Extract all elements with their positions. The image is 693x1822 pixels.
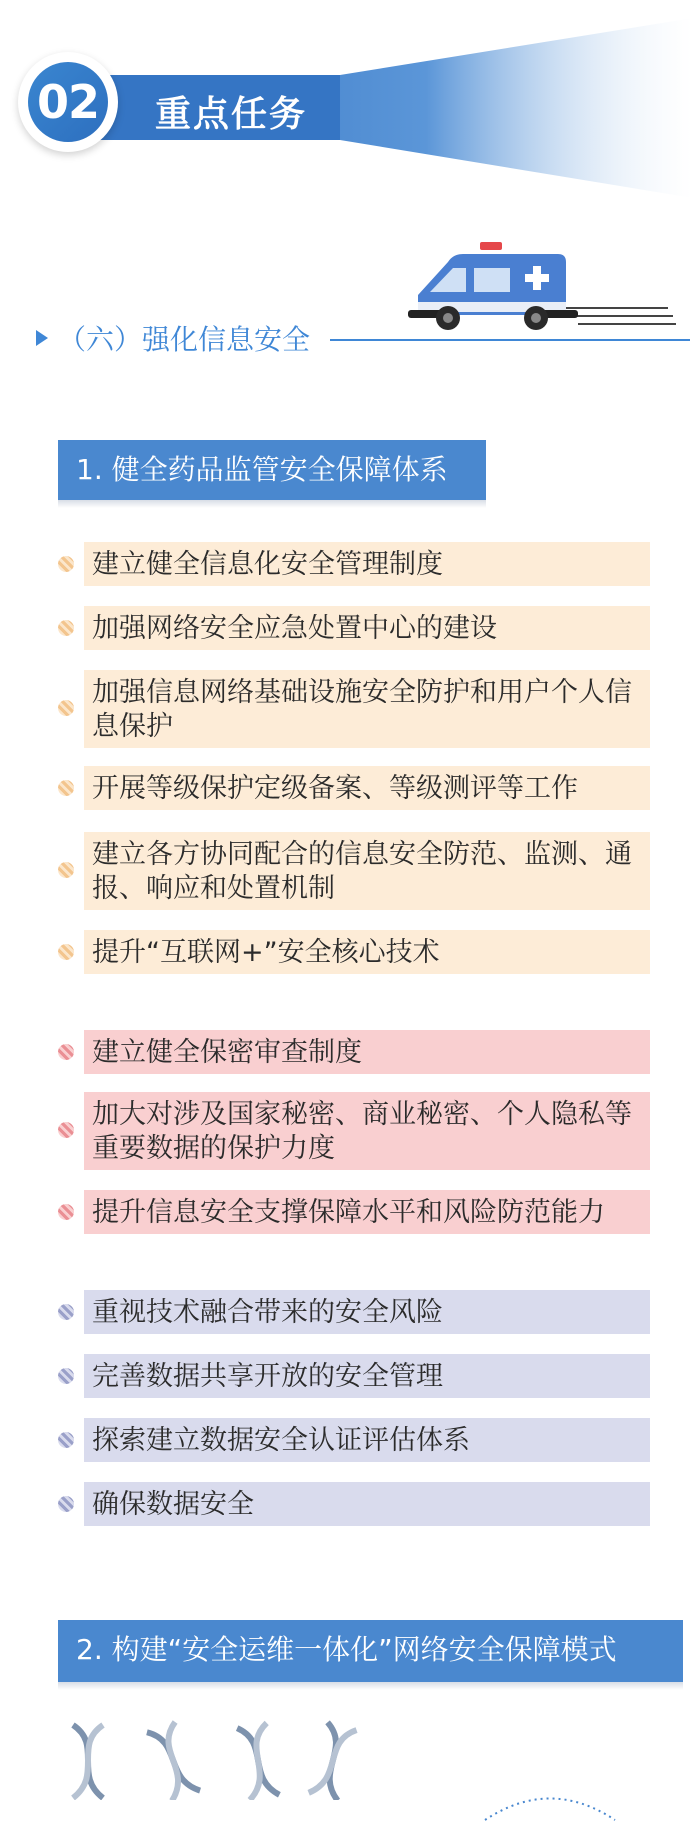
subsection-title: （六）强化信息安全: [58, 323, 311, 356]
list-item: 确保数据安全: [84, 1482, 650, 1526]
dna-icon: [73, 1725, 103, 1798]
section-number-badge: [18, 52, 118, 152]
bullet-icon: [58, 1304, 74, 1320]
dna-icon: [309, 1722, 357, 1800]
list-item: 完善数据共享开放的安全管理: [84, 1354, 650, 1398]
subsection-divider: [330, 339, 690, 341]
bullet-icon: [58, 1204, 74, 1220]
decorative-dotted-arc: [480, 1782, 620, 1822]
bullet-icon: [58, 862, 74, 878]
bullet-icon: [58, 1368, 74, 1384]
page-title: 重点任务: [155, 94, 308, 135]
list-item: 加强信息网络基础设施安全防护和用户个人信息保护: [84, 670, 650, 748]
bullet-icon: [58, 1044, 74, 1060]
bullet-icon: [58, 1496, 74, 1512]
list-item: 重视技术融合带来的安全风险: [84, 1290, 650, 1334]
list-item: 提升“互联网+”安全核心技术: [84, 930, 650, 974]
bullet-icon: [58, 556, 74, 572]
bullet-icon: [58, 944, 74, 960]
list-item: 加大对涉及国家秘密、商业秘密、个人隐私等重要数据的保护力度: [84, 1092, 650, 1170]
ambulance-icon: [408, 240, 678, 340]
list-item: 提升信息安全支撑保障水平和风险防范能力: [84, 1190, 650, 1234]
subsection-marker-icon: [36, 330, 48, 346]
section-header-2: 2. 构建“安全运维一体化”网络安全保障模式: [58, 1620, 683, 1682]
bullet-icon: [58, 780, 74, 796]
dna-icon: [147, 1722, 200, 1800]
bullet-icon: [58, 620, 74, 636]
dna-icon-row: [58, 1720, 398, 1800]
list-item: 建立健全信息化安全管理制度: [84, 542, 650, 586]
list-item: 建立健全保密审查制度: [84, 1030, 650, 1074]
section-number: 02: [28, 62, 108, 142]
list-item: 探索建立数据安全认证评估体系: [84, 1418, 650, 1462]
list-item: 开展等级保护定级备案、等级测评等工作: [84, 766, 650, 810]
section-header-1: 1. 健全药品监管安全保障体系: [58, 440, 486, 500]
bullet-icon: [58, 1432, 74, 1448]
list-item: 加强网络安全应急处置中心的建设: [84, 606, 650, 650]
list-item: 建立各方协同配合的信息安全防范、监测、通报、响应和处置机制: [84, 832, 650, 910]
bullet-icon: [58, 1122, 74, 1138]
dna-icon: [237, 1723, 279, 1800]
bullet-icon: [58, 700, 74, 716]
